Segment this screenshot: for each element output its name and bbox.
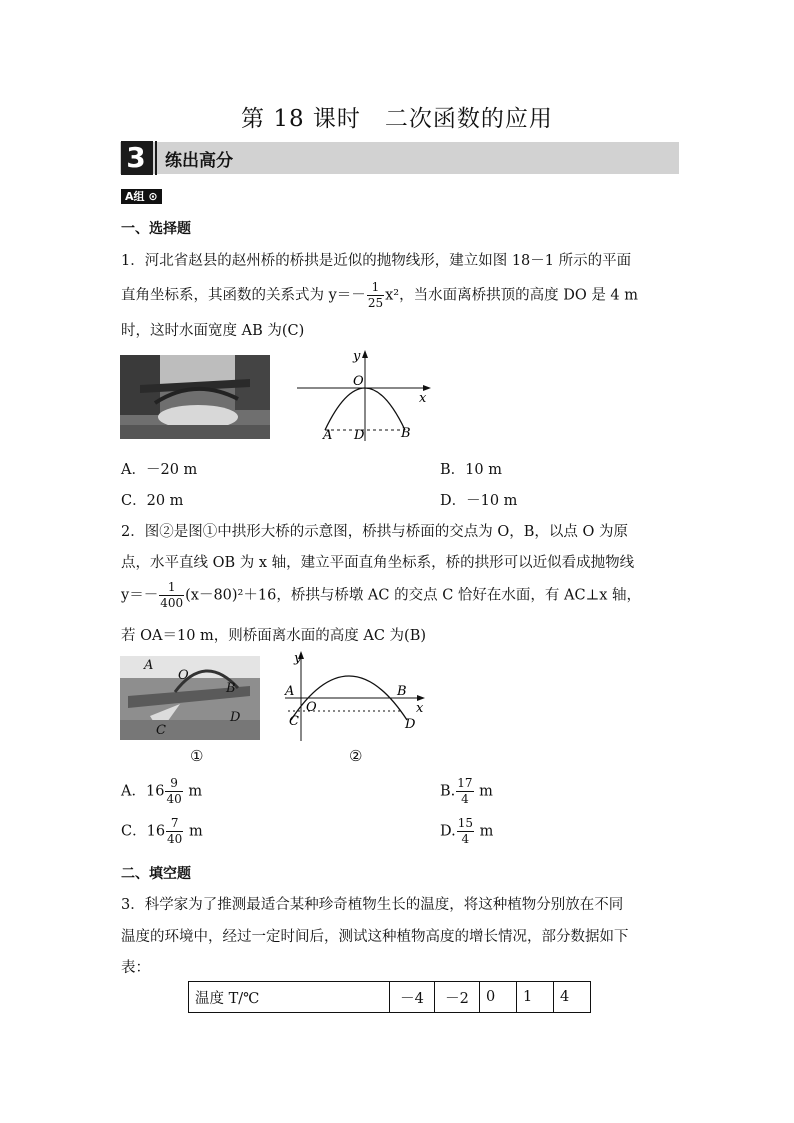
section-number: 3 <box>121 141 151 175</box>
q2-o-label: O <box>306 700 317 715</box>
q1-line3: 时，这时水面宽度 AB 为(C) <box>121 323 305 339</box>
bridge-photo-1 <box>120 355 270 439</box>
q2-fraction: $\frac{1}{400}$ <box>160 580 184 610</box>
q2-a-label: A <box>285 684 295 699</box>
photo2-o-label: O <box>178 668 189 683</box>
q1-x-label: x <box>419 391 427 406</box>
q2-option-d: D. $\frac{15}{4}$ m <box>440 816 494 846</box>
photo2-b-label: B <box>226 681 236 696</box>
q1-option-d: D．－10 m <box>440 493 518 509</box>
part2-heading: 二、填空题 <box>121 866 191 882</box>
q2-parabola-diagram <box>283 648 428 743</box>
q2-option-b: B. $\frac{17}{4}$ m <box>440 776 493 806</box>
group-tag: A组 ⊙ <box>121 189 162 204</box>
table-cell: 4 <box>554 982 591 1013</box>
q3-line2: 温度的环境中，经过一定时间后，测试这种植物高度的增长情况，部分数据如下 <box>121 929 629 945</box>
q2-line1: 2．图②是图①中拱形大桥的示意图，桥拱与桥面的交点为 O，B，以点 O 为原 <box>121 524 628 540</box>
q2-b-label: B <box>397 684 407 699</box>
photo2-c-label: C <box>156 723 166 738</box>
q2-line3: y＝－ $\frac{1}{400}$ (x－80)²＋16，桥拱与桥墩 AC 的交点 C 恰好在水面，有 AC⊥x 轴， <box>121 580 642 610</box>
bridge-photo-2 <box>120 656 260 740</box>
search-icon: ⊙ <box>148 190 158 203</box>
q1-option-a: A．－20 m <box>121 462 198 478</box>
q1-o-label: O <box>353 374 364 389</box>
table-header-cell: 温度 T/℃ <box>189 982 390 1013</box>
photo2-d-label: D <box>230 710 241 725</box>
q2-y-label: y <box>294 651 302 666</box>
q3-line1: 3．科学家为了推测最适合某种珍奇植物生长的温度，将这种植物分别放在不同 <box>121 897 624 913</box>
q2-c-label: C <box>289 714 299 729</box>
table-cell: 1 <box>517 982 554 1013</box>
q1-parabola-diagram <box>295 348 435 443</box>
caption-2: ② <box>349 747 363 765</box>
page-title: 第 18 课时 二次函数的应用 <box>241 106 553 132</box>
q1-fraction: $\frac{1}{25}$ <box>367 280 384 310</box>
q1-b-label: B <box>401 426 411 441</box>
table-row <box>189 982 591 1013</box>
q1-line1: 1．河北省赵县的赵州桥的桥拱是近似的抛物线形，建立如图 18－1 所示的平面 <box>121 253 632 269</box>
q1-option-b: B．10 m <box>440 462 502 478</box>
q2-option-c: C．16 $\frac{7}{40}$ m <box>121 816 203 846</box>
q2-line2: 点，水平直线 OB 为 x 轴，建立平面直角坐标系，桥的拱形可以近似看成抛物线 <box>121 555 635 571</box>
caption-1: ① <box>190 747 204 765</box>
q1-a-label: A <box>323 428 333 443</box>
photo2-a-label: A <box>144 658 154 673</box>
part1-heading: 一、选择题 <box>121 221 191 237</box>
q3-line3: 表： <box>121 960 150 976</box>
table-cell: －4 <box>390 982 435 1013</box>
section-label: 练出高分 <box>165 151 233 171</box>
temperature-table <box>188 981 591 1013</box>
q1-line2: 直角坐标系，其函数的关系式为 y＝－ $\frac{1}{25}$ x²，当水面离桥拱顶的高度 DO 是 4 m <box>121 280 639 310</box>
q2-option-a: A．16 $\frac{9}{40}$ m <box>121 776 203 806</box>
q2-line4: 若 OA＝10 m，则桥面离水面的高度 AC 为(B) <box>121 628 427 644</box>
table-cell: 0 <box>480 982 517 1013</box>
q2-x-label: x <box>416 701 424 716</box>
q1-option-c: C．20 m <box>121 493 184 509</box>
q2-d-label: D <box>405 717 416 732</box>
q1-d-label: D <box>354 428 365 443</box>
table-cell: －2 <box>435 982 480 1013</box>
q1-y-label: y <box>353 349 361 364</box>
